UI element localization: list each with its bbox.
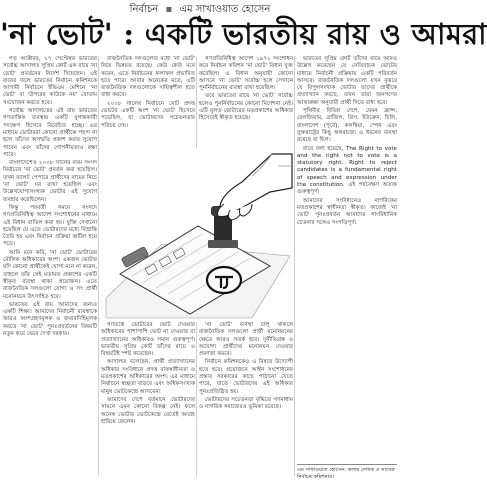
article-column-3-bottom <box>199 322 293 477</box>
paragraph: নির্বাচন কমিশনকেও এ বিষয়ে উদ্যোগী হতে হবে। প্রয়োজনে আইন সংশোধনের প্রস্তাব সরকারের কাছে পাঠানো যেতে পারে, যাতে ভোটারদের এই অধিকার পুনঃপ্রতিষ্ঠিত হয়। <box>199 359 293 395</box>
paragraph: ভারতের এই রায় আমাদের জন্যও একটি শিক্ষা। আমাদের নির্বাচনী ব্যবস্থাকে আরও অংশগ্রহণমূলক ও জবাবদিহিমূলক করতে 'না ভোট' পুনঃপ্রবর্তনের বিষয়টি নতুন করে ভেবে দেখা দরকার। <box>3 301 97 337</box>
column-divider <box>294 56 295 476</box>
author-note: এম সাখাওয়াত হোসেন: কলাম লেখক ও সাবেক নির্বাচন কমিশনার। <box>297 464 397 480</box>
paragraph: রাজনৈতিক দলগুলোর মধ্যে 'না ভোট' নিয়ে ভিন্নমত রয়েছে। কেউ কেউ মনে করেন, এতে নির্বাচনের ফলাফল প্রভাবিত হতে পারে। আবার অনেকের মতে, এটি রাজনৈতিক দলগুলোকে দায়িত্বশীল হতে বাধ্য করবে। <box>101 56 195 99</box>
kicker-separator: ▪ <box>165 4 173 15</box>
article-column-4 <box>297 56 397 460</box>
paragraph: আমাদের সংবিধানেও নাগরিকের মতপ্রকাশের স্বাধীনতা স্বীকৃত। কাজেই 'না ভোট' পুনঃপ্রবর্তন আমাদের সাংবিধানিক চেতনার সঙ্গেও সংগতিপূর্ণ। <box>297 197 397 226</box>
paragraph: পৃথিবীর বিভিন্ন দেশে, যেমন ফ্রান্স, বেলজিয়াম, ব্রাজিল, গ্রিস, ইউক্রেন, চিলি, বাংলাদেশ (পূর্বে), কলম্বিয়া, স্পেন এবং যুক্তরাষ্ট্রের কিছু অঙ্গরাজ্যে এ ধরনের ব্যবস্থা রয়েছে বা ছিল। <box>297 108 397 144</box>
article-column-2-bottom <box>101 322 195 477</box>
illustration-svg <box>102 148 294 320</box>
paragraph: গত অক্টোবর, ২৭ সেপ্টেম্বর ভারতের সর্বোচ্চ আদালত সুপ্রিম কোর্ট এক রায়ে 'না ভোট' প্রবর্তনের নির্দেশ দিয়েছেন। এই রায়ের ফলে ভারতের নির্বাচন কমিশনকে আগামী নির্বাচনে ইভিএম মেশিনে 'না ভোট' বা 'উপরের কাউকে নয়' বোতাম সংযোজন করতে হবে। <box>3 56 97 106</box>
paragraph: রায়ে বলা হয়েছে, The Right to vote and the right not to vote is a statutory right. Right to reject candidates is a fundamental right of speech and expression under the constitution. এই পর্যবেক্ষণ অত্যন্ত গুরুত্বপূর্ণ। <box>297 145 397 196</box>
author-name: এম সাখাওয়াত হোসেন <box>179 4 271 15</box>
ballot-illustration <box>102 148 294 320</box>
paragraph: 'না ভোট' ব্যবস্থা চালু থাকলে রাজনৈতিক দলগুলো প্রার্থী মনোনয়নের ক্ষেত্রে আরও সতর্ক হবে। দুর্নীতিগ্রস্ত ও অযোগ্য প্রার্থীদের মনোনয়ন দেওয়ার প্রবণতা কমবে। <box>199 322 293 358</box>
column-divider <box>196 322 197 477</box>
section-label: নির্বাচন <box>129 4 159 15</box>
paragraph: সর্বোচ্চ আদালতের এই রায় ভারতের গণতান্ত্রিক ব্যবস্থায় একটি যুগান্তকারী পদক্ষেপ হিসেবে বিবেচিত হচ্ছে। এর মাধ্যমে ভোটাররা কোনো প্রার্থীকে পছন্দ না হলে তাঁদের অসম্মতি প্রকাশ করার সুযোগ পাবেন এবং তাঁদের গোপনীয়তাও রক্ষা পাবে। <box>3 108 97 158</box>
stamp-mark <box>207 267 241 293</box>
paragraph: ২০০৮ সালের নির্বাচনে মোট প্রদত্ত ভোটের একটি অংশ 'না ভোট' হিসেবে পড়েছিল, যা ভোটারদের সচেতনতার পরিচয় দেয়। <box>101 100 195 129</box>
paragraph: ভোটারদের সচেতনতা বৃদ্ধিতে গণমাধ্যম ও নাগরিক সমাজেরও ভূমিকা রয়েছে। <box>199 396 293 411</box>
paragraph: আদালত বলেছেন, প্রার্থী প্রত্যাখ্যানের অধিকার সংবিধানে প্রদত্ত বাকস্বাধীনতা ও মতপ্রকাশের অধিকারের অংশ। এর মাধ্যমে নির্বাচনে স্বচ্ছতা বাড়বে এবং অধিকসংখ্যক মানুষ ভোটকেন্দ্রে আসবেন। <box>101 359 195 395</box>
paragraph: বাংলাদেশেও ২০০৮ সালের নবম সংসদ নির্বাচনে 'না ভোট' প্রবর্তন করা হয়েছিল। তখন ব্যালট পেপারে প্রার্থীদের নামের নিচে 'না ভোট' ঘর রাখা হয়েছিল এবং উল্লেখযোগ্যসংখ্যক ভোটার এই সুযোগ ব্যবহার করেছিলেন। <box>3 160 97 203</box>
paragraph: কিন্তু পরবর্তী সময়ে সংসদে গণপ্রতিনিধিত্ব আদেশ সংশোধনের মাধ্যমে এই বিধান বাতিল করা হয়। যুক্তি দেখানো হয়েছিল যে এতে ভোটারদের মধ্যে বিভ্রান্তি তৈরি হয় এবং নির্বাচন প্রক্রিয়া জটিল হয়ে পড়ে। <box>3 204 97 248</box>
paragraph: গণতন্ত্রে ভোটারের ভোট দেওয়ার অধিকারের পাশাপাশি ভোট না দেওয়ার বা প্রত্যাখ্যানের অধিকারও সমান গুরুত্বপূর্ণ। ভারতীয় সুপ্রিম কোর্ট তাঁদের রায়ে এ বিষয়টিই স্পষ্ট করেছেন। <box>101 322 195 358</box>
column-divider <box>98 56 99 476</box>
paragraph: আমাদের দেশে বর্তমানে ভোটারদের সামনে এমন কোনো বিকল্প নেই। ফলে অনেক ভোটার ভোটকেন্দ্রে যেতেই আগ্রহ হারিয়ে ফেলেন। <box>101 396 195 425</box>
paragraph: আমি মনে করি, 'না ভোট' ভোটারের মৌলিক অধিকারের অংশ। একজন ভোটার যদি কোনো প্রার্থীকেই যোগ্য মনে না করেন, তাহলে তাঁর সেই মতামত প্রকাশের একটি স্বীকৃত ব্যবস্থা থাকা প্রয়োজন। এতে রাজনৈতিক দলগুলো যোগ্য ও সৎ প্রার্থী মনোনয়নে উৎসাহিত হবে। <box>3 249 97 300</box>
column-divider <box>196 56 197 148</box>
article-column-1 <box>3 56 97 476</box>
paragraph: তবে ভারতের রায়ে 'না ভোট' সর্বোচ্চ হলেও পুনর্নির্বাচনের কোনো নির্দেশনা নেই। এটি মূলত ভোটারের মতপ্রকাশের অধিকার হিসেবেই স্বীকৃত হয়েছে। <box>199 93 293 122</box>
headline: 'না ভোট' : একটি ভারতীয় রায় ও আমরা <box>0 17 487 51</box>
paragraph: ভারতের সুপ্রিম কোর্ট তাঁদের রায়ে আরও উল্লেখ করেছেন যে নেতিবাচক ভোটের মাধ্যমে নির্বাচনী প্রক্রিয়ায় একটি পরিবর্তন আসবে। রাজনৈতিক দলগুলো যখন বুঝবে যে বিপুলসংখ্যক ভোটার তাদের প্রার্থীকে প্রত্যাখ্যান করছে, তখন তারা জনগণের আকাঙ্ক্ষা অনুযায়ী প্রার্থী দিতে বাধ্য হবে। <box>297 56 397 106</box>
paragraph: গণপ্রতিনিধিত্ব আদেশ ১৯৭২ সংশোধন করে নির্বাচন কমিশন 'না ভোট' বিধান যুক্ত করেছিল। এ বিধান অনুযায়ী কোনো আসনে 'না ভোট' সর্বোচ্চ হলে সেখানে পুনর্নির্বাচনের ব্যবস্থা রাখা হয়েছিল। <box>199 56 293 92</box>
